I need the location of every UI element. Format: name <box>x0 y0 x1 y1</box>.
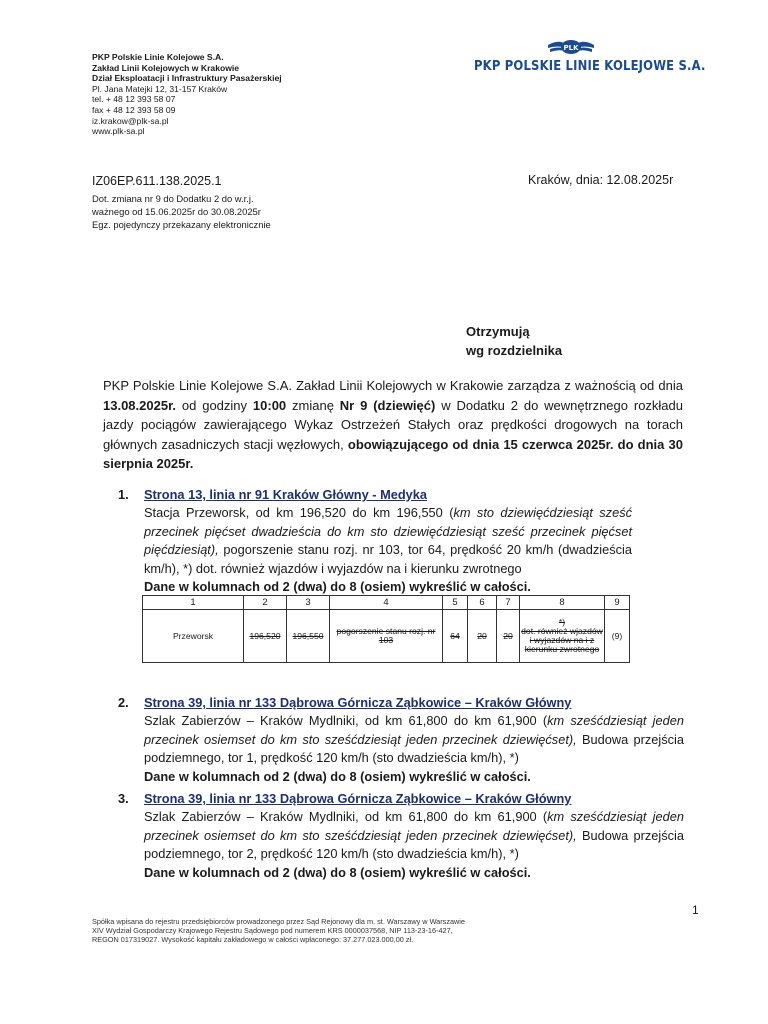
table-header-cell: 2 <box>244 596 287 610</box>
recipients <box>466 322 562 360</box>
sender-address <box>92 52 352 137</box>
change-table <box>142 595 630 663</box>
table-header-cell: 3 <box>287 596 330 610</box>
change-item-3 <box>118 790 684 882</box>
item-heading: Strona 13, linia nr 91 Kraków Główny - Medyka <box>144 487 428 502</box>
table-header-row <box>143 596 630 610</box>
item-instruction: Dane w kolumnach od 2 (dwa) do 8 (osiem) wykreślić w całości. <box>144 768 531 784</box>
item-instruction: Dane w kolumnach od 2 (dwa) do 8 (osiem) wykreślić w całości. <box>144 579 531 595</box>
item-text: Stacja Przeworsk, od km 196,520 do km 196,550 ( <box>144 505 454 521</box>
reference-line-1: Dot. zmiana nr 9 do Dodatku 2 do w.r.j. <box>92 193 254 204</box>
item-italic-text: km sto dziewięćdziesiąt sześć przecinek pięćset dwadzieścia do km sto dziewięćdziesiąt sześć przecinek pięćset pięćdziesiąt), <box>144 505 632 558</box>
item-text: Szlak Zabierzów – Kraków Mydlniki, od km 61,800 do km 61,900 ( <box>144 809 548 825</box>
sender-www: www.plk-sa.pl <box>92 126 145 137</box>
table-header-cell: 9 <box>605 596 630 610</box>
item-number: 1. <box>118 487 129 502</box>
item-instruction: Dane w kolumnach od 2 (dwa) do 8 (osiem) wykreślić w całości. <box>144 864 531 880</box>
sender-street: Pl. Jana Matejki 12, 31-157 Kraków <box>92 83 228 94</box>
document-date: Kraków, dnia: 12.08.2025r <box>528 173 674 187</box>
table-header-cell: 7 <box>497 596 520 610</box>
svg-text:PLK: PLK <box>563 44 579 52</box>
intro-date: 13.08.2025r. <box>103 397 177 413</box>
remarks-text: dot. również wjazdów i wyjazdów na i z kierunku zwrotnego <box>521 626 603 654</box>
reference-details <box>92 193 271 231</box>
intro-paragraph <box>103 376 683 474</box>
reference-number: IZ06EP.611.138.2025.1 <box>92 174 222 188</box>
speed-cell: 20 <box>468 610 497 663</box>
reason-cell: pogorszenie stanu rozj. nr 103 <box>330 610 443 663</box>
intro-text: PKP Polskie Linie Kolejowe S.A. Zakład Linii Kolejowych w Krakowie zarządza z ważnością od dnia <box>103 378 683 393</box>
legal-footer <box>92 917 612 945</box>
intro-validity: obowiązującego od dnia 15 czerwca 2025r. do dnia 30 sierpnia 2025r. <box>103 436 683 472</box>
intro-text: od godziny <box>176 397 253 413</box>
track-cell: 64 <box>443 610 468 663</box>
recipients-line-2: wg rozdzielnika <box>466 343 563 358</box>
table-header-cell: 6 <box>468 596 497 610</box>
recipients-line-1: Otrzymują <box>466 324 530 339</box>
table-header-cell: 5 <box>443 596 468 610</box>
sender-department: Dział Eksploatacji i Infrastruktury Pasażerskiej <box>92 73 282 84</box>
table-header-cell: 8 <box>520 596 605 610</box>
footer-line-1: Spółka wpisana do rejestru przedsiębiorców prowadzonego przez Sąd Rejonowy dla m. st. Warszawy w Warszawie <box>92 917 465 926</box>
intro-text: zmianę <box>286 397 340 413</box>
item-text: Budowa przejścia podziemnego, tor 1, prędkość 120 km/h (sto dwadzieścia km/h), *) <box>144 731 684 766</box>
intro-change-number: Nr 9 (dziewięć) <box>339 397 436 413</box>
item-heading: Strona 39, linia nr 133 Dąbrowa Górnicza Ząbkowice – Kraków Główny <box>144 791 572 806</box>
reference-line-3: Egz. pojedynczy przekazany elektronicznie <box>92 218 271 230</box>
item-italic-text: km sześćdziesiąt jeden przecinek osiemset do km sto sześćdziesiąt jeden przecinek dziewięćset), <box>144 713 684 747</box>
sender-unit: Zakład Linii Kolejowych w Krakowie <box>92 62 240 73</box>
item-text: pogorszenie stanu rozj. nr 103, tor 64, prędkość 20 km/h (dwadzieścia km/h), *) dot. również wjazdów i wyjazdów na i kierunku zwrotnego <box>144 542 632 576</box>
column-9-cell: (9) <box>605 610 630 663</box>
company-logo <box>474 36 706 74</box>
sender-fax: fax + 48 12 393 58 09 <box>92 104 176 115</box>
item-italic-text: km sześćdziesiąt jeden przecinek osiemset do km sto sześćdziesiąt jeden przecinek dziewięćset), <box>144 809 684 843</box>
km-from-cell: 196,520 <box>244 610 287 663</box>
sender-email: iz.krakow@plk-sa.pl <box>92 115 169 126</box>
item-text: Szlak Zabierzów – Kraków Mydlniki, od km 61,800 do km 61,900 ( <box>144 713 548 729</box>
station-cell: Przeworsk <box>143 610 244 663</box>
table-header-cell: 4 <box>330 596 443 610</box>
item-number: 2. <box>118 695 129 710</box>
sender-company: PKP Polskie Linie Kolejowe S.A. <box>92 52 224 62</box>
item-number: 3. <box>118 791 129 806</box>
change-item-1 <box>118 486 632 596</box>
footer-line-2: XIV Wydział Gospodarczy Krajowego Rejestru Sądowego pod numerem KRS 0000037568, NIP 113-23-16-427, <box>92 926 453 936</box>
sender-tel: tel. + 48 12 393 58 07 <box>92 94 176 105</box>
remarks-cell <box>520 610 605 663</box>
change-item-2 <box>118 694 684 786</box>
intro-time: 10:00 <box>252 397 287 413</box>
page-number: 1 <box>692 903 699 917</box>
reference-line-2: ważnego od 15.06.2025r do 30.08.2025r <box>92 205 261 217</box>
item-heading: Strona 39, linia nr 133 Dąbrowa Górnicza Ząbkowice – Kraków Główny <box>144 695 572 710</box>
km-to-cell: 196,550 <box>287 610 330 663</box>
item-text: Budowa przejścia podziemnego, tor 2, prędkość 120 km/h (sto dwadzieścia km/h), *) <box>144 827 684 862</box>
table-header-cell: 1 <box>143 596 244 610</box>
remarks-marker: *) <box>558 617 566 627</box>
plk-winged-wheel-icon <box>546 36 596 58</box>
footer-line-3: REGON 017319027. Wysokość kapitału zakładowego w całości wpłaconego: 37.277.023.000,00 zł. <box>92 935 414 945</box>
logo-text: PKP POLSKIE LINIE KOLEJOWE S.A. <box>474 58 706 74</box>
intro-text: w Dodatku 2 do wewnętrznego rozkładu jazdy pociągów zawierającego Wykaz Ostrzeżeń Stałych oraz prędkości drogowych na torach głównych zasadniczych stacji węzłowych, <box>103 397 683 452</box>
speed-cell: 20 <box>497 610 520 663</box>
table-row <box>143 610 630 663</box>
